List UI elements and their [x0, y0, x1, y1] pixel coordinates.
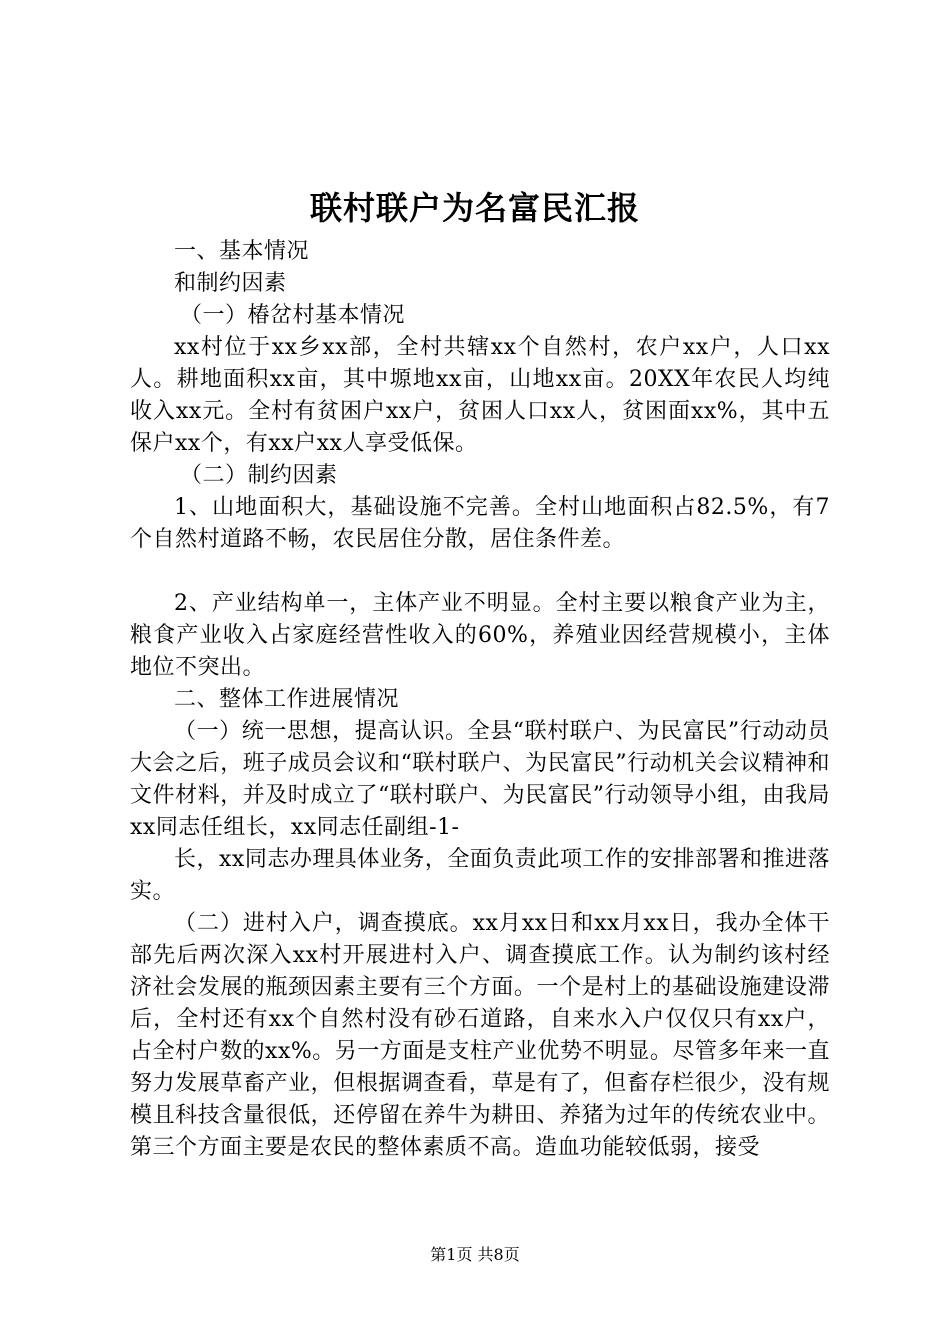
page-footer: 第1页 共8页 — [430, 1245, 520, 1264]
paragraph-constraint-2: 2、产业结构单一，主体产业不明显。全村主要以粮食产业为主，粮食产业收入占家庭经营性收入的60%，养殖业因经营规模小，主体地位不突出。 — [130, 591, 830, 680]
blank-line — [130, 556, 830, 588]
document-body — [130, 236, 830, 1164]
subsection-heading-constraints: （二）制约因素 — [180, 463, 338, 488]
paragraph-constraint-1: 1、山地面积大，基础设施不完善。全村山地面积占82.5%，有7个自然村道路不畅，农民居住分散，居住条件差。 — [130, 495, 830, 552]
paragraph-progress-1-cont: 长，xx同志办理具体业务，全面负责此项工作的安排部署和推进落实。 — [130, 847, 830, 904]
paragraph-progress-1: （一）统一思想，提高认识。全县“联村联户、为民富民”行动动员大会之后，班子成员会议和“联村联户、为民富民”行动机关会议精神和文件材料，并及时成立了“联村联户、为民富民”行动领导小组，由我局xx同志任组长，xx同志任副组-1- — [130, 719, 830, 840]
section-heading-constraints: 和制约因素 — [174, 271, 287, 296]
document-title: 联村联户为名富民汇报 — [309, 189, 640, 227]
section-heading-progress: 二、整体工作进展情况 — [174, 687, 400, 712]
paragraph-progress-2: （二）进村入户，调查摸底。xx月xx日和xx月xx日，我办全体干部先后两次深入xx村开展进村入户、调查摸底工作。认为制约该村经济社会发展的瓶颈因素主要有三个方面。一个是村上的基础设施建设滞后，全村还有xx个自然村没有砂石道路，自来水入户仅仅只有xx户，占全村户数的xx%。另一方面是支柱产业优势不明显。尽管多年来一直努力发展草畜产业，但根据调查看，草是有了，但畜存栏很少，没有规模且科技含量很低，还停留在养牛为耕田、养猪为过年的传统农业中。第三个方面主要是农民的整体素质不高。造血功能较低弱，接受 — [130, 911, 830, 1160]
section-heading-basic: 一、基本情况 — [174, 239, 310, 264]
subsection-heading-village: （一）椿岔村基本情况 — [180, 303, 406, 328]
paragraph-village-overview: xx村位于xx乡xx部，全村共辖xx个自然村，农户xx户，人口xx人。耕地面积xx亩，其中塬地xx亩，山地xx亩。20XX年农民人均纯收入xx元。全村有贫困户xx户，贫困人口xx人，贫困面xx%，其中五保户xx个，有xx户xx人享受低保。 — [130, 335, 830, 456]
